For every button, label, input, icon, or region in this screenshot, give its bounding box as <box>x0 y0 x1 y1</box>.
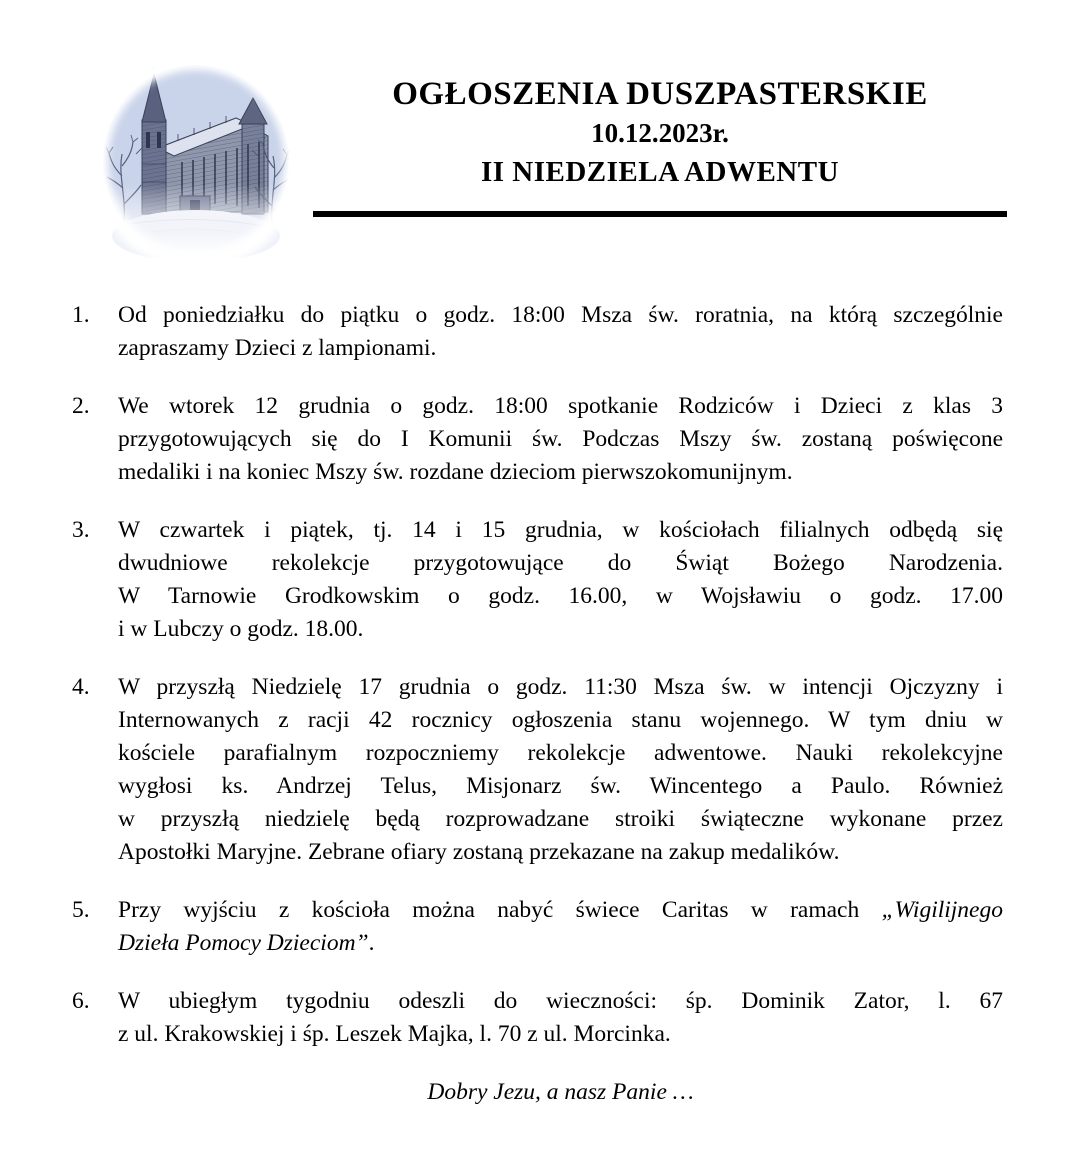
item-line <box>118 770 1003 803</box>
item-line-segment: W czwartek i piątek, tj. 14 i 15 grudnia, w kościołach filialnych odbędą się <box>118 517 1003 543</box>
item-line <box>118 985 1003 1018</box>
announcement-item <box>72 390 1003 489</box>
item-text <box>118 671 1003 869</box>
item-text <box>118 299 1003 365</box>
item-line <box>118 547 1003 580</box>
item-line <box>118 613 1003 646</box>
item-line-segment: W przyszłą Niedzielę 17 grudnia o godz. 11:30 Msza św. w intencji Ojczyzny i <box>118 674 1003 700</box>
item-line <box>118 671 1003 704</box>
announcement-item <box>72 514 1003 646</box>
item-line-italic-segment: Dzieła Pomocy Dzieciom” <box>118 930 369 956</box>
item-line-segment: . <box>368 930 375 956</box>
item-line-segment: We wtorek 12 grudnia o godz. 18:00 spotkanie Rodziców i Dzieci z klas 3 <box>118 393 1003 419</box>
item-line-segment: wygłosi ks. Andrzej Telus, Misjonarz św. Wincentego a Paulo. Również <box>118 773 1003 799</box>
item-line <box>118 580 1003 613</box>
item-line <box>118 514 1003 547</box>
item-line-segment: dwudniowe rekolekcje przygotowujące do Świąt Bożego Narodzenia. <box>118 550 1003 576</box>
announcement-item <box>72 985 1003 1051</box>
item-line <box>118 456 1003 489</box>
item-number: 6. <box>72 988 90 1014</box>
item-line <box>118 332 1003 365</box>
closing-line: Dobry Jezu, a nasz Panie … <box>427 1079 694 1105</box>
item-line-segment: W Tarnowie Grodkowskim o godz. 16.00, w Wojsławiu o godz. 17.00 <box>118 583 1003 609</box>
item-number: 3. <box>72 517 90 543</box>
item-number: 1. <box>72 302 90 328</box>
item-text <box>118 894 1003 960</box>
item-text <box>118 390 1003 489</box>
item-line-segment: i w Lubczy o godz. 18.00. <box>118 616 364 642</box>
church-image <box>102 64 290 258</box>
item-line-italic-segment: „Wigilijnego <box>881 897 1003 923</box>
header-date: 10.12.2023r. <box>591 118 729 148</box>
announcement-item <box>72 299 1003 365</box>
item-line-segment: Apostołki Maryjne. Zebrane ofiary zostaną przekazane na zakup medalików. <box>118 839 840 865</box>
item-text <box>118 514 1003 646</box>
page-title: OGŁOSZENIA DUSZPASTERSKIE <box>392 76 928 112</box>
item-text <box>118 985 1003 1051</box>
announcement-item <box>72 894 1003 960</box>
item-line <box>118 1018 1003 1051</box>
item-line-segment: W ubiegłym tygodniu odeszli do wieczności: śp. Dominik Zator, l. 67 <box>118 988 1003 1014</box>
header <box>313 74 1007 192</box>
item-line <box>118 836 1003 869</box>
item-number: 5. <box>72 897 90 923</box>
item-line-segment: Przy wyjściu z kościoła można nabyć świece Caritas w ramach <box>118 897 882 923</box>
announcement-item <box>72 671 1003 869</box>
item-line <box>118 737 1003 770</box>
item-line-segment: w przyszłą niedzielę będą rozprowadzane stroiki świąteczne wykonane przez <box>118 806 1003 832</box>
announcements-list <box>72 299 1003 1109</box>
item-line <box>118 927 1003 960</box>
item-number: 4. <box>72 674 90 700</box>
item-line-segment: Internowanych z racji 42 rocznicy ogłoszenia stanu wojennego. W tym dniu w <box>118 707 1003 733</box>
header-subtitle: II NIEDZIELA ADWENTU <box>480 156 840 188</box>
item-line-segment: medaliki i na koniec Mszy św. rozdane dzieciom pierwszokomunijnym. <box>118 459 793 485</box>
item-line <box>118 803 1003 836</box>
item-line <box>118 894 1003 927</box>
item-number: 2. <box>72 393 90 419</box>
item-line <box>118 390 1003 423</box>
header-rule <box>313 211 1007 217</box>
item-line-segment: Od poniedziałku do piątku o godz. 18:00 Msza św. roratnia, na którą szczególnie <box>118 302 1003 328</box>
item-line <box>118 704 1003 737</box>
item-line <box>118 299 1003 332</box>
item-line-segment: kościele parafialnym rozpoczniemy rekolekcje adwentowe. Nauki rekolekcyjne <box>118 740 1003 766</box>
item-line-segment: z ul. Krakowskiej i śp. Leszek Majka, l. 70 z ul. Morcinka. <box>118 1021 671 1047</box>
item-line-segment: przygotowujących się do I Komunii św. Podczas Mszy św. zostaną poświęcone <box>118 426 1003 452</box>
item-line <box>118 423 1003 456</box>
item-line-segment: zapraszamy Dzieci z lampionami. <box>118 335 437 361</box>
